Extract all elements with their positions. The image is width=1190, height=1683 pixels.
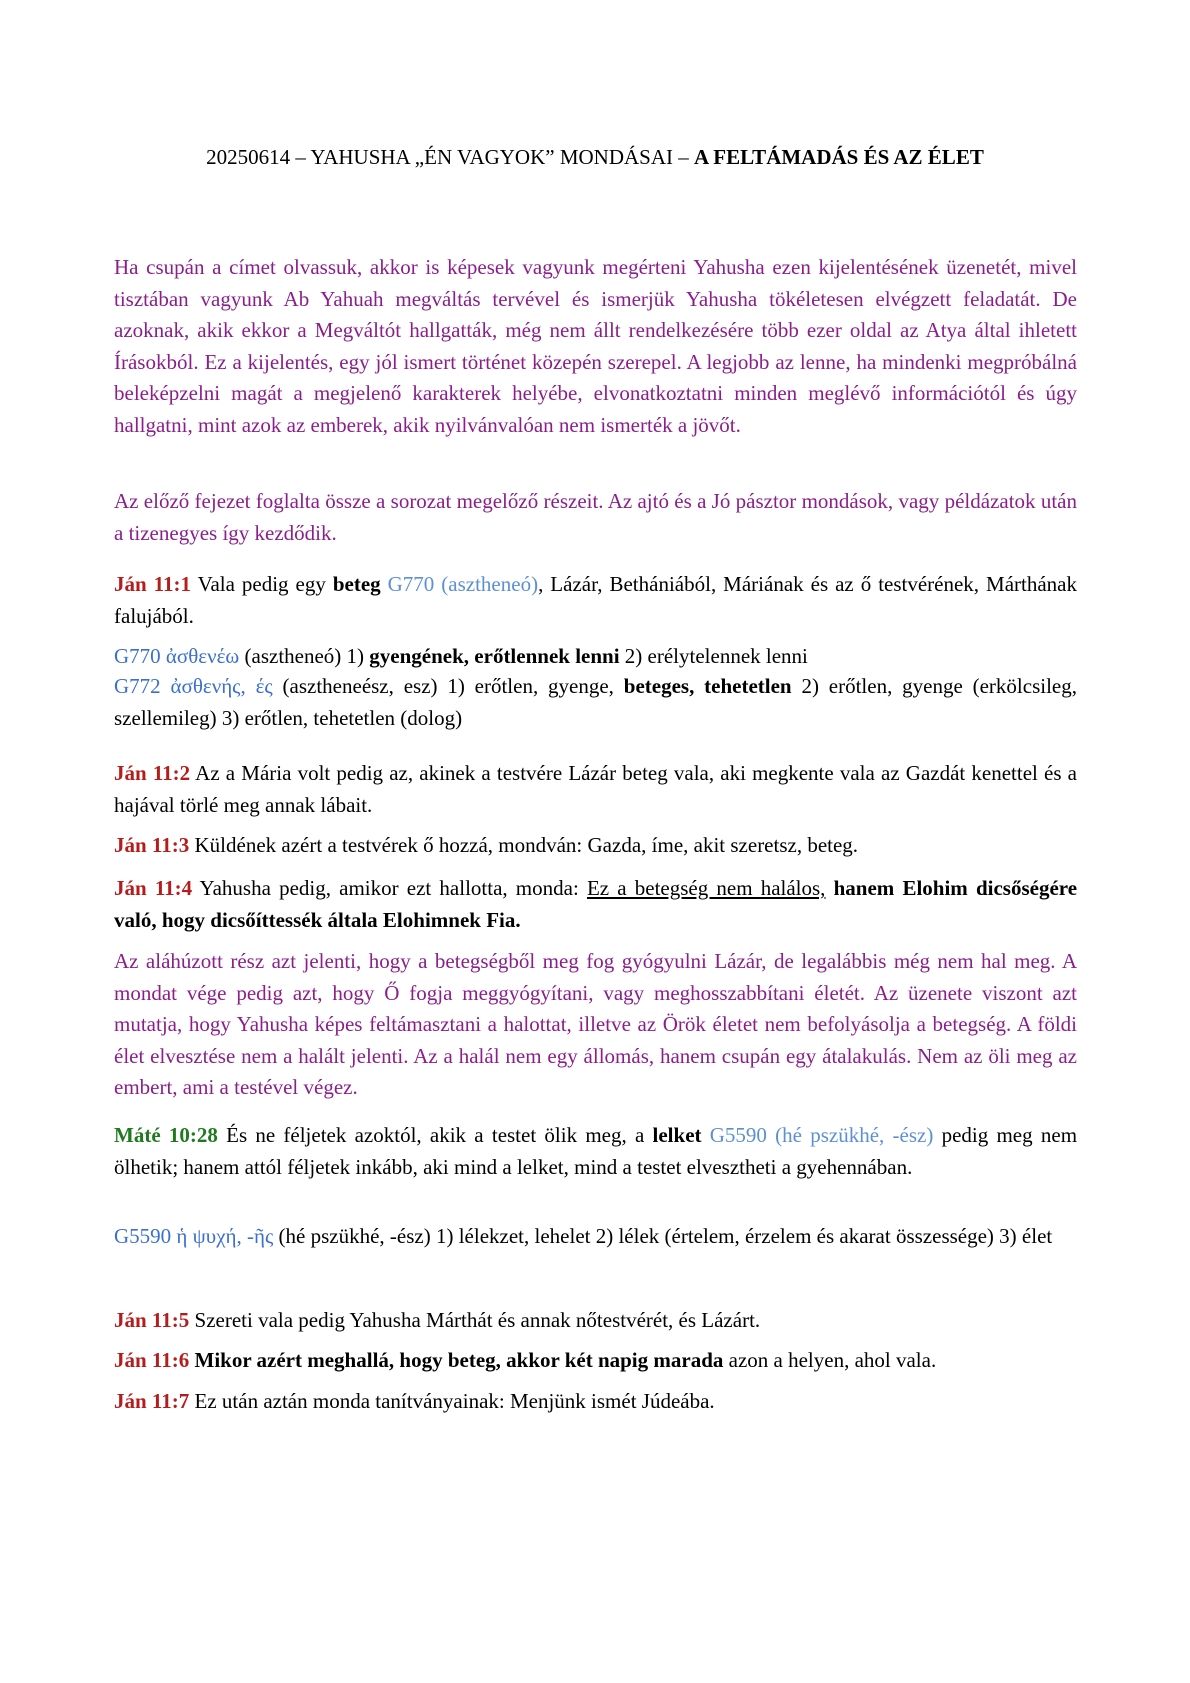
strong-g770-definition [114, 641, 1077, 673]
definition-bold: beteges, tehetetlen [623, 674, 792, 698]
verse-bold: beteg [332, 572, 381, 596]
definition-text: 2) erőtlen, gyenge (erkölcsileg, szellemileg) 3) erőtlen, tehetetlen (dolog) [114, 674, 1077, 730]
verse-ref: Ján 11:3 [114, 833, 190, 857]
underlined-text: Ez a betegség nem halálos, [586, 876, 826, 900]
verse-mate-10-28 [114, 1120, 1077, 1183]
verse-jan-11-7 [114, 1386, 1077, 1418]
strong-g5590-definition [114, 1221, 1077, 1253]
strong-number: G5590 [709, 1123, 767, 1147]
strong-code: G770 ἀσθενέω [114, 644, 240, 668]
strong-code: G772 ἀσθενής, ές [114, 674, 273, 698]
verse-ref: Máté 10:28 [114, 1123, 218, 1147]
verse-ref: Ján 11:1 [114, 572, 191, 596]
definition-text: (asztheneész, esz) 1) erőtlen, gyenge, [272, 674, 624, 698]
transliteration: (hé pszükhé, -ész) [766, 1123, 934, 1147]
verse-jan-11-1 [114, 569, 1077, 632]
verse-text: Szereti vala pedig Yahusha Márthát és annak nőtestvérét, és Lázárt. [189, 1308, 761, 1332]
verse-text: , Lázár, Bethániából, Máriának és az ő testvérének, Márthának falujából. [114, 572, 1078, 628]
title-normal: 20250614 – YAHUSHA „ÉN VAGYOK” MONDÁSAI – [206, 145, 695, 169]
verse-jan-11-5 [114, 1305, 1077, 1337]
verse-text: Ez után aztán monda tanítványainak: Menjünk ismét Júdeába. [189, 1389, 715, 1413]
verse-ref: Ján 11:7 [114, 1389, 190, 1413]
verse-jan-11-2 [114, 758, 1077, 821]
space [825, 876, 833, 900]
definition-text: (asztheneó) 1) [239, 644, 370, 668]
verse-ref: Ján 11:2 [114, 761, 191, 785]
verse-text: És ne féljetek azoktól, akik a testet ölik meg, a [217, 1123, 653, 1147]
verse-text: azon a helyen, ahol vala. [723, 1348, 937, 1372]
verse-ref: Ján 11:4 [114, 876, 193, 900]
strong-number: G770 [387, 572, 435, 596]
strong-code: G5590 ἡ ψυχή, -ῆς [114, 1224, 274, 1248]
verse-ref: Ján 11:5 [114, 1308, 190, 1332]
verse-jan-11-3 [114, 830, 1077, 862]
verse-bold: lelket [652, 1123, 702, 1147]
verse-text: Vala pedig egy [191, 572, 333, 596]
strong-g772-definition [114, 671, 1077, 734]
explanation-paragraph: Az aláhúzott rész azt jelenti, hogy a betegségből meg fog gyógyulni Lázár, de legalábbis még nem hal meg. A mondat vége pedig azt, hogy Ő fogja meggyógyítani, vagy meghosszabbítani életét. Az üzenete viszont azt mutatja, hogy Yahusha képes feltámasztani a halottat, illetve az Örök életet nem befolyásolja a betegség. A földi élet elvesztése nem a halált jelenti. Az a halál nem egy állomás, hanem csupán egy átalakulás. Nem az öli meg az embert, ami a testével végez. [114, 949, 1077, 1099]
intro-paragraph: Ha csupán a címet olvassuk, akkor is képesek vagyunk megérteni Yahusha ezen kijelentésének üzenetét, mivel tisztában vagyunk Ab Yahuah megváltás tervével és ismerjük Yahusha tökéletesen elvégzett feladatát. De azoknak, akik ekkor a Megváltót hallgatták, még nem állt rendelkezésére több ezer oldal az Atya által ihletett Írásokból. Ez a kijelentés, egy jól ismert történet közepén szerepel. A legjobb az lenne, ha mindenki megpróbálná beleképzelni magát a megjelenő karakterek helyébe, elvonatkoztatni minden meglévő információtól és úgy hallgatni, mint azok az emberek, akik nyilvánvalóan nem ismerték a jövőt. [114, 255, 1077, 437]
verse-text: pedig meg nem ölhetik; hanem attól féljetek inkább, aki mind a lelket, mind a testet elvesztheti a gyehennában. [114, 1123, 1078, 1179]
verse-text: Küldének azért a testvérek ő hozzá, mondván: Gazda, íme, akit szeretsz, beteg. [189, 833, 859, 857]
verse-text: Az a Mária volt pedig az, akinek a testvére Lázár beteg vala, aki megkente vala az Gazdát kenettel és a hajával törlé meg annak lábait. [114, 761, 1077, 817]
transliteration: (asztheneó) [434, 572, 539, 596]
definition-bold: gyengének, erőtlennek lenni [369, 644, 620, 668]
definition-text: 2) erélytelennek lenni [619, 644, 808, 668]
verse-bold: hanem Elohim dicsőségére való, hogy dicsőíttessék általa Elohimnek Fia. [114, 876, 1078, 932]
space [381, 572, 388, 596]
title-bold: A FELTÁMADÁS ÉS AZ ÉLET [694, 145, 984, 169]
verse-jan-11-6 [114, 1345, 1077, 1377]
definition-text: (hé pszükhé, -ész) 1) lélekzet, lehelet 2) lélek (értelem, érzelem és akarat összessége) 3) élet [273, 1224, 1053, 1248]
page-title [0, 143, 1190, 171]
verse-bold: Mikor azért meghallá, hogy beteg, akkor két napig marada [194, 1348, 724, 1372]
verse-text: Yahusha pedig, amikor ezt hallotta, monda: [192, 876, 587, 900]
summary-paragraph: Az előző fejezet foglalta össze a sorozat megelőző részeit. Az ajtó és a Jó pásztor mondások, vagy példázatok után a tizenegyes így kezdődik. [114, 489, 1077, 545]
verse-ref: Ján 11:6 [114, 1348, 190, 1372]
verse-jan-11-4 [114, 873, 1077, 936]
space [702, 1123, 710, 1147]
